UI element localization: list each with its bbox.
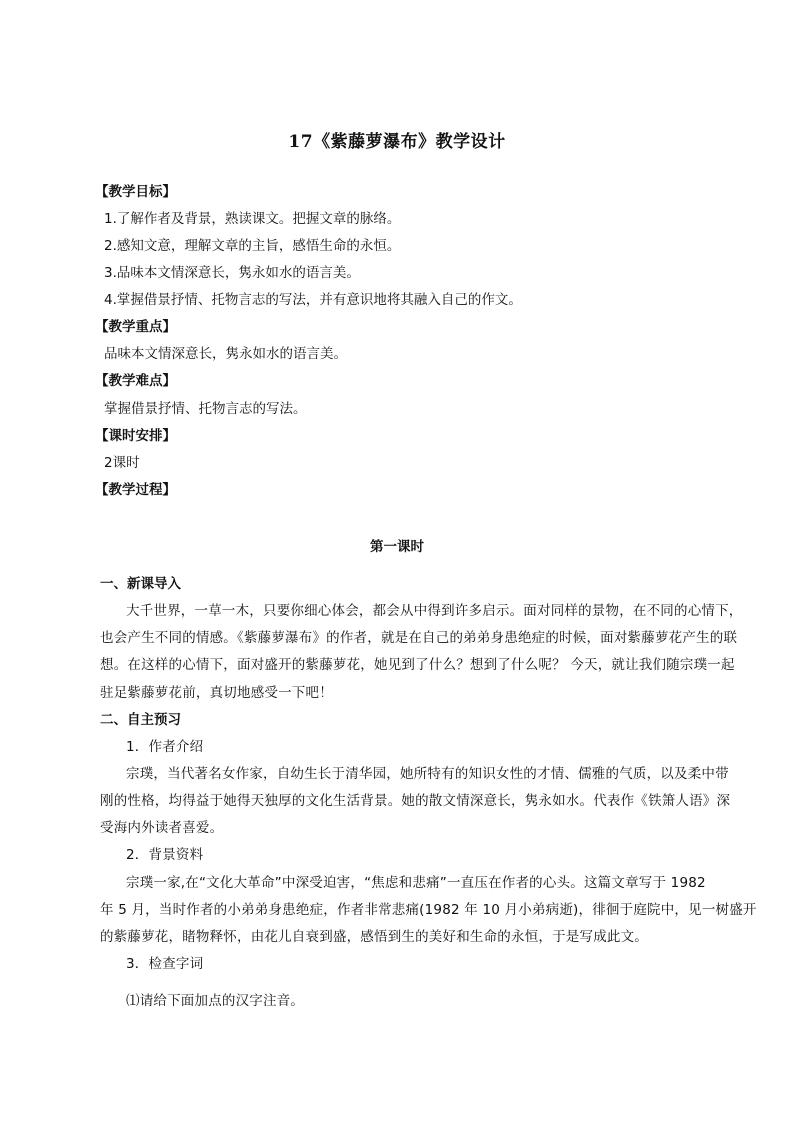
- lesson-title: 第一课时: [370, 539, 424, 555]
- item2-line: 的紫藤萝花，睹物释怀，由花儿自衰到盛，感悟到生的美好和生命的永恒，于是写成此文。: [100, 929, 648, 945]
- item1-line: 刚的性格，均得益于她得天独厚的文化生活背景。她的散文情深意长，隽永如水。代表作《铁箫人语》深: [100, 793, 731, 809]
- section1-line: 驻足紫藤萝花前，真切地感受一下吧！: [100, 685, 333, 701]
- section2-heading: 二、自主预习: [100, 712, 181, 728]
- goal-item: 3.品味本文情深意长，隽永如水的语言美。: [104, 265, 360, 281]
- item2-line: 宗璞一家,在“文化大革命”中深受迫害，“焦虑和悲痛”一直压在作者的心头。这篇文章写于 1982: [126, 875, 706, 891]
- schedule-heading: 【课时安排】: [95, 428, 176, 444]
- item1-heading: 1．作者介绍: [126, 739, 204, 755]
- focus-heading: 【教学重点】: [95, 319, 176, 335]
- document-title: 17《紫藤萝瀑布》教学设计: [288, 132, 506, 152]
- process-heading: 【教学过程】: [95, 482, 176, 498]
- section1-line: 想。在这样的心情下，面对盛开的紫藤萝花，她见到了什么？想到了什么呢？ 今天，就让我们随宗璞一起: [100, 657, 735, 673]
- section1-heading: 一、新课导入: [100, 576, 181, 592]
- focus-text: 品味本文情深意长，隽永如水的语言美。: [104, 346, 347, 362]
- goal-item: 1.了解作者及背景，熟读课文。把握文章的脉络。: [104, 211, 401, 227]
- item2-line: 年 5 月，当时作者的小弟弟身患绝症，作者非常悲痛(1982 年 10 月小弟病逝)，徘徊于庭院中，见一树盛开: [100, 902, 757, 918]
- goals-heading: 【教学目标】: [95, 184, 176, 200]
- section1-line: 也会产生不同的情感。《紫藤萝瀑布》的作者，就是在自己的弟弟身患绝症的时候，面对紫藤萝花产生的联: [100, 630, 738, 646]
- item2-heading: 2．背景资料: [126, 847, 204, 863]
- item1-line: 宗璞，当代著名女作家，自幼生长于清华园，她所特有的知识女性的才情、儒雅的气质，以及柔中带: [126, 766, 729, 782]
- section1-line: 大千世界，一草一木，只要你细心体会，都会从中得到许多启示。面对同样的景物，在不同的心情下，: [126, 603, 743, 619]
- goal-item: 4.掌握借景抒情、托物言志的写法，并有意识地将其融入自己的作文。: [104, 292, 522, 308]
- item3-subitem: ⑴请给下面加点的汉字注音。: [126, 993, 305, 1009]
- item1-line: 受海内外读者喜爱。: [100, 820, 224, 836]
- schedule-text: 2课时: [104, 455, 140, 471]
- goal-item: 2.感知文意，理解文章的主旨，感悟生命的永恒。: [104, 238, 401, 254]
- item3-heading: 3．检查字词: [126, 956, 204, 972]
- difficulty-text: 掌握借景抒情、托物言志的写法。: [104, 401, 307, 417]
- difficulty-heading: 【教学难点】: [95, 373, 176, 389]
